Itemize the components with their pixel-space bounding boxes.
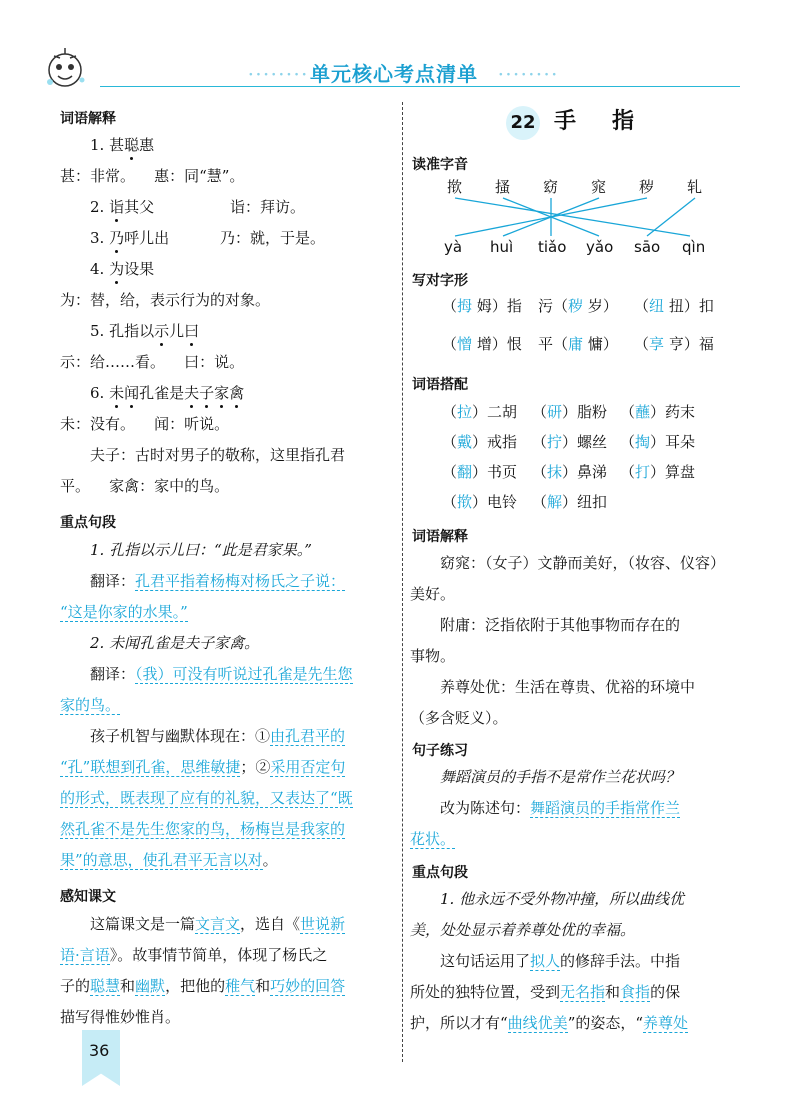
analysis-line: 护，所以才有“曲线优美”的姿态，“养尊处: [410, 1014, 689, 1032]
vocab-note: 美好。: [410, 585, 456, 603]
vocab-item: 6. 未闻孔雀是夫子家禽: [90, 384, 245, 402]
key-sentence: 2. 未闻孔雀是夫子家禽。: [90, 634, 260, 652]
pinyin: tiǎo: [538, 238, 567, 256]
collocation: （研）脂粉: [532, 403, 608, 421]
section-title: 词语解释: [412, 529, 468, 545]
vocab-note: 示：给……看。 曰：说。: [60, 353, 245, 371]
collocation: （解）纽扣: [532, 493, 608, 511]
analysis-line: 然孔雀不是先生您家的鸟，杨梅岂是我家的: [60, 820, 346, 838]
collocation: （翻）书页: [442, 463, 518, 481]
pinyin: qìn: [682, 238, 706, 256]
page-header-title: 单元核心考点清单: [310, 62, 478, 86]
page-number: 36: [89, 1041, 110, 1060]
exercise-answer: 改为陈述句：舞蹈演员的手指常作兰: [440, 799, 681, 817]
section-title: 词语解释: [60, 111, 116, 127]
char: 窕: [591, 178, 607, 196]
header-dots-right: ∙∙∙∙∙∙∙∙: [498, 70, 560, 80]
char: 窈: [543, 178, 559, 196]
vocab-note: 平。 家禽：家中的鸟。: [60, 477, 230, 495]
section-title: 句子练习: [412, 743, 468, 759]
lesson-number: 22: [506, 106, 540, 140]
char: 揿: [447, 178, 463, 196]
summary-line: 子的聪慧和幽默，把他的稚气和巧妙的回答: [60, 977, 346, 995]
key-sentence: 1. 孔指以示儿曰：“此是君家果。”: [90, 541, 312, 559]
vocab-note: 养尊处优：生活在尊贵、优裕的环境中: [440, 678, 696, 696]
vocab-note: 事物。: [410, 647, 456, 665]
matching-lines: [0, 0, 800, 260]
section-title: 重点句段: [412, 865, 468, 881]
collocation: （拉）二胡: [442, 403, 518, 421]
exercise-answer-cont: 花状。: [410, 830, 456, 848]
analysis-line: 果”的意思，使孔君平无言以对。: [60, 851, 278, 869]
collocation: （掏）耳朵: [620, 433, 696, 451]
exercise-question: 舞蹈演员的手指不是常作兰花状吗？: [440, 768, 681, 786]
vocab-note: 窈窕：（女子）文静而美好，（妆容、仪容）: [440, 554, 726, 572]
analysis-line: 所处的独特位置，受到无名指和食指的保: [410, 983, 681, 1001]
translation: 翻译：（我）可没有听说过孔雀是先生您: [90, 665, 353, 683]
glyph-choice: 污（秽 岁）: [538, 297, 618, 315]
collocation: （抹）鼻涕: [532, 463, 608, 481]
glyph-choice: （享 亨）福: [634, 335, 714, 353]
char: 搔: [495, 178, 511, 196]
key-sentence: 美，处处显示着养尊处优的幸福。: [410, 921, 636, 939]
section-title: 写对字形: [412, 273, 468, 289]
translation-cont: “这是你家的水果。”: [60, 603, 188, 621]
vocab-note: 夫子：古时对男子的敬称，这里指孔君: [90, 446, 346, 464]
summary-line: 描写得惟妙惟肖。: [60, 1008, 181, 1026]
collocation: （戴）戒指: [442, 433, 518, 451]
analysis-line: “孔”联想到孔雀，思维敏捷；②采用否定句: [60, 758, 346, 776]
vocab-item: 4. 为设果: [90, 260, 155, 278]
char: 秽: [639, 178, 655, 196]
pinyin: yǎo: [586, 238, 614, 256]
char: 轧: [687, 178, 703, 196]
translation-cont: 家的鸟。: [60, 696, 121, 714]
section-title: 读准字音: [412, 157, 468, 173]
collocation: （打）算盘: [620, 463, 696, 481]
section-title: 重点句段: [60, 515, 116, 531]
analysis-line: 的形式，既表现了应有的礼貌，又表达了“既: [60, 789, 353, 807]
vocab-item: 1. 甚聪惠: [90, 136, 155, 154]
vocab-note: 甚：非常。 惠：同“慧”。: [60, 167, 245, 185]
summary-line: 这篇课文是一篇文言文，选自《世说新: [90, 915, 346, 933]
pinyin-row: [0, 238, 800, 262]
section-title: 感知课文: [60, 889, 116, 905]
vocab-item: 3. 乃呼儿出: [90, 229, 170, 247]
collocation: （揿）电铃: [442, 493, 518, 511]
vocab-note: （多含贬义）。: [410, 709, 508, 727]
glyph-choice: （纽 扭）扣: [634, 297, 714, 315]
vocab-note: 未：没有。 闻：听说。: [60, 415, 230, 433]
summary-line: 语·言语》。故事情节简单，体现了杨氏之: [60, 946, 328, 964]
header-dots-left: ∙∙∙∙∙∙∙∙: [248, 70, 310, 80]
pinyin: sāo: [634, 238, 661, 256]
analysis-line: 这句话运用了拟人的修辞手法。中指: [440, 952, 681, 970]
glyph-choice: （拇 姆）指: [442, 297, 522, 315]
vocab-note: 诣：拜访。: [230, 198, 306, 216]
vocab-note: 为：替，给，表示行为的对象。: [60, 291, 271, 309]
pinyin: yà: [444, 238, 463, 256]
section-title: 词语搭配: [412, 377, 468, 393]
glyph-choice: （憎 增）恨: [442, 335, 522, 353]
vocab-note: 附庸：泛指依附于其他事物而存在的: [440, 616, 681, 634]
pinyin: huì: [490, 238, 514, 256]
vocab-item: 5. 孔指以示儿曰: [90, 322, 200, 340]
vocab-note: 乃：就，于是。: [220, 229, 326, 247]
glyph-choice: 平（庸 慵）: [538, 335, 618, 353]
lesson-title: 手指: [554, 108, 671, 134]
collocation: （蘸）药末: [620, 403, 696, 421]
translation: 翻译：孔君平指着杨梅对杨氏之子说：: [90, 572, 346, 590]
analysis-line: 孩子机智与幽默体现在：①由孔君平的: [90, 727, 346, 745]
vocab-item: 2. 诣其父: [90, 198, 155, 216]
collocation: （拧）螺丝: [532, 433, 608, 451]
key-sentence: 1. 他永远不受外物冲撞，所以曲线优: [440, 890, 685, 908]
